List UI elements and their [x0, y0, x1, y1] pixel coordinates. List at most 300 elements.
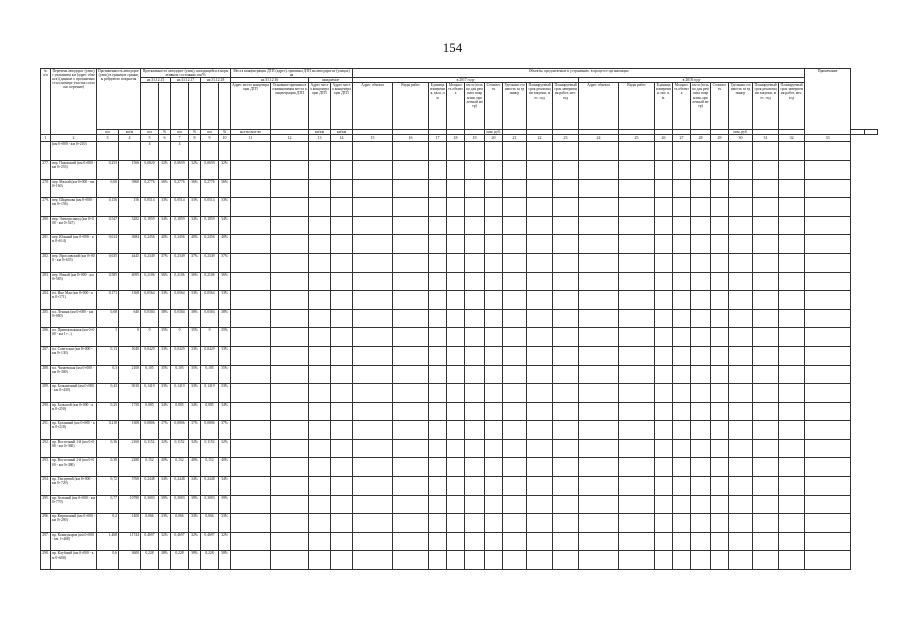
table-cell: [619, 384, 655, 403]
table-cell: [579, 346, 619, 365]
table-cell: [729, 346, 753, 365]
column-number: 13: [309, 135, 331, 142]
value-cell: 0,2456: [141, 235, 159, 254]
table-cell: [447, 160, 465, 179]
table-cell: [331, 328, 353, 347]
row-number: 286.: [41, 328, 51, 347]
table-cell: [503, 532, 527, 551]
table-cell: [691, 458, 711, 477]
table-cell: [393, 328, 429, 347]
table-cell: [429, 477, 447, 496]
table-cell: [231, 198, 271, 217]
table-cell: [619, 458, 655, 477]
value-cell: 0,1152: [141, 439, 159, 458]
table-cell: [485, 402, 503, 421]
header-cell: № п/п: [41, 69, 51, 135]
table-cell: [429, 495, 447, 514]
table-cell: [331, 235, 353, 254]
table-cell: [673, 272, 691, 291]
table-cell: [465, 253, 485, 272]
table-row: [41, 365, 878, 384]
column-number: 20: [485, 135, 503, 142]
table-cell: [753, 253, 779, 272]
table-cell: [447, 365, 465, 384]
table-cell: [527, 458, 553, 477]
table-cell: [729, 458, 753, 477]
table-cell: [393, 439, 429, 458]
header-cell: Протяженность автодорог (улиц), находящейся в нормативном состоянии, км/%: [141, 69, 231, 78]
table-cell: [309, 253, 331, 272]
table-cell: [429, 160, 447, 179]
table-cell: [553, 532, 579, 551]
table-cell: [673, 142, 691, 161]
percent-cell: 39%: [159, 495, 171, 514]
header-cell: Планируемый срок реализации закупки, мес. год: [527, 83, 553, 130]
row-number: 281.: [41, 235, 51, 254]
length-km: 0,60: [97, 179, 119, 198]
value-cell: 0,0564: [141, 291, 159, 310]
table-cell: [309, 477, 331, 496]
table-cell: [527, 551, 553, 570]
table-row: [41, 142, 878, 161]
table-cell: [579, 477, 619, 496]
table-cell: [805, 235, 851, 254]
row-number: 289.: [41, 384, 51, 403]
table-cell: [553, 458, 579, 477]
table-cell: [331, 402, 353, 421]
road-name: (км 0+000 - км 0+210): [51, 142, 97, 161]
table-row: [41, 253, 878, 272]
percent-cell: 37%: [219, 421, 231, 440]
table-cell: [691, 384, 711, 403]
area-value: 640: [119, 309, 141, 328]
table-cell: [465, 495, 485, 514]
table-cell: [393, 477, 429, 496]
row-number: 280.: [41, 216, 51, 235]
percent-cell: 32%: [189, 160, 201, 179]
percent-cell: 32%: [219, 532, 231, 551]
table-cell: [779, 198, 805, 217]
header-cell: км/км: [309, 130, 331, 135]
table-cell: [805, 291, 851, 310]
table-cell: [429, 216, 447, 235]
table-cell: [353, 160, 393, 179]
length-km: 0,77: [97, 495, 119, 514]
table-cell: [309, 402, 331, 421]
table-cell: [503, 179, 527, 198]
area-value: 1566: [119, 160, 141, 179]
table-cell: [503, 495, 527, 514]
table-cell: [729, 384, 753, 403]
table-cell: [711, 439, 729, 458]
table-cell: [805, 309, 851, 328]
table-cell: [485, 253, 503, 272]
column-number: 11: [231, 135, 271, 142]
value-cell: 0,1152: [201, 439, 219, 458]
table-cell: [429, 142, 447, 161]
table-cell: [485, 272, 503, 291]
table-cell: [331, 532, 353, 551]
table-cell: [271, 495, 309, 514]
column-number: 31: [753, 135, 779, 142]
table-cell: [429, 514, 447, 533]
area-value: 2280: [119, 458, 141, 477]
table-cell: [753, 160, 779, 179]
road-name: пр. Коммунаров (км 0+000 - км 1+468): [51, 532, 97, 551]
length-km: 0,614: [97, 235, 119, 254]
row-number: 288.: [41, 365, 51, 384]
value-cell: 0: [141, 328, 159, 347]
table-cell: [429, 291, 447, 310]
road-name: пер. Малый (км 0+000 - км 0+160): [51, 179, 97, 198]
table-cell: [393, 514, 429, 533]
table-cell: [353, 179, 393, 198]
table-cell: [673, 179, 691, 198]
value-cell: 4: [171, 142, 189, 161]
percent-cell: 40%: [219, 235, 231, 254]
value-cell: 0,105: [171, 365, 189, 384]
table-cell: [579, 384, 619, 403]
value-cell: 0,3003: [171, 495, 189, 514]
table-cell: [465, 216, 485, 235]
table-cell: [553, 160, 579, 179]
value-cell: 0,152: [201, 458, 219, 477]
column-number: 5: [141, 135, 159, 142]
table-cell: [353, 216, 393, 235]
table-cell: [729, 495, 753, 514]
length-km: 0,08: [97, 309, 119, 328]
value-cell: 0,2106: [201, 272, 219, 291]
table-cell: [271, 532, 309, 551]
length-km: 0,547: [97, 216, 119, 235]
table-cell: [527, 365, 553, 384]
table-cell: [729, 309, 753, 328]
column-number: 19: [465, 135, 485, 142]
header-cell: Протяженность автодорог (улиц) в границах границы рейдового покрытия: [97, 69, 141, 130]
table-cell: [655, 421, 673, 440]
table-cell: [271, 216, 309, 235]
table-cell: [465, 328, 485, 347]
table-cell: [729, 235, 753, 254]
table-cell: [485, 551, 503, 570]
road-name: пр. Восточный 2-й (км 0+000 - км 0+380): [51, 458, 97, 477]
length-km: 0,253: [97, 160, 119, 179]
road-name: пр. Кирпичный (км 0+000 - км 0+200): [51, 514, 97, 533]
area-value: 0: [119, 328, 141, 347]
table-cell: [465, 235, 485, 254]
table-cell: [691, 216, 711, 235]
value-cell: 0,0820: [141, 160, 159, 179]
table-cell: [673, 346, 691, 365]
table-cell: [779, 514, 805, 533]
table-cell: [691, 291, 711, 310]
table-cell: [271, 328, 309, 347]
table-cell: [711, 142, 729, 161]
table-cell: [447, 477, 465, 496]
table-cell: [805, 514, 851, 533]
column-number: 6: [159, 135, 171, 142]
table-row: [41, 216, 878, 235]
value-cell: 0,0564: [171, 291, 189, 310]
table-cell: [655, 365, 673, 384]
column-number: 9: [201, 135, 219, 142]
table-cell: [805, 551, 851, 570]
header-cell: Планируемый срок завершения работ, мес. год: [779, 83, 805, 130]
table-cell: [393, 142, 429, 161]
table-cell: [655, 439, 673, 458]
table-cell: [231, 421, 271, 440]
table-cell: [97, 142, 119, 161]
table-cell: [271, 179, 309, 198]
table-cell: [691, 551, 711, 570]
table-cell: [231, 253, 271, 272]
table-cell: [805, 365, 851, 384]
row-number: 290.: [41, 402, 51, 421]
table-cell: [729, 421, 753, 440]
table-cell: [309, 346, 331, 365]
table-cell: [711, 346, 729, 365]
header-cell: Адрес объекта: [579, 83, 619, 130]
table-cell: [309, 458, 331, 477]
length-km: 0,43: [97, 384, 119, 403]
table-cell: [729, 514, 753, 533]
table-cell: [779, 346, 805, 365]
table-cell: [271, 514, 309, 533]
value-cell: 0,0429: [171, 346, 189, 365]
column-number: 15: [353, 135, 393, 142]
table-cell: [805, 477, 851, 496]
table-cell: [805, 253, 851, 272]
table-row: [41, 272, 878, 291]
value-cell: 0,0304: [141, 309, 159, 328]
table-cell: [485, 477, 503, 496]
value-cell: 0,2106: [141, 272, 159, 291]
table-cell: [485, 458, 503, 477]
table-cell: [429, 198, 447, 217]
table-cell: [353, 142, 393, 161]
table-row: [41, 160, 878, 179]
table-cell: [309, 532, 331, 551]
value-cell: 0,0429: [141, 346, 159, 365]
table-cell: [553, 179, 579, 198]
table-cell: [691, 198, 711, 217]
page-number: 154: [442, 40, 463, 55]
table-cell: [309, 142, 331, 161]
table-cell: [579, 421, 619, 440]
table-cell: [753, 235, 779, 254]
table-cell: [619, 309, 655, 328]
table-cell: [805, 216, 851, 235]
table-cell: [779, 253, 805, 272]
table-cell: [655, 309, 673, 328]
table-cell: [729, 291, 753, 310]
table-cell: [309, 495, 331, 514]
percent-cell: 32%: [159, 532, 171, 551]
table-cell: [655, 495, 673, 514]
table-cell: [579, 142, 619, 161]
table-cell: [655, 272, 673, 291]
table-cell: [465, 458, 485, 477]
table-cell: [271, 402, 309, 421]
table-row: [41, 235, 878, 254]
table-cell: [485, 291, 503, 310]
table-cell: [711, 384, 729, 403]
percent-cell: 32%: [189, 532, 201, 551]
percent-cell: 35%: [219, 328, 231, 347]
table-cell: [619, 402, 655, 421]
table-cell: [485, 309, 503, 328]
table-cell: [673, 235, 691, 254]
header-cell: %: [159, 130, 171, 135]
table-cell: [309, 198, 331, 217]
table-cell: [331, 551, 353, 570]
area-value: 1040: [119, 346, 141, 365]
table-cell: [393, 235, 429, 254]
table-cell: [711, 365, 729, 384]
percent-cell: 39%: [219, 495, 231, 514]
table-cell: [447, 309, 465, 328]
table-cell: [753, 402, 779, 421]
table-cell: [579, 514, 619, 533]
value-cell: 0,1419: [171, 384, 189, 403]
table-cell: [553, 291, 579, 310]
table-cell: [711, 272, 729, 291]
table-row: [41, 328, 878, 347]
table-cell: [711, 309, 729, 328]
table-cell: [779, 142, 805, 161]
table-cell: [805, 346, 851, 365]
table-cell: [485, 421, 503, 440]
header-cell: млн. руб.: [729, 130, 753, 135]
length-km: 0,218: [97, 421, 119, 440]
value-cell: 0,2349: [171, 253, 189, 272]
table-cell: [447, 439, 465, 458]
length-km: 0,6: [97, 551, 119, 570]
table-cell: [393, 532, 429, 551]
table-cell: [353, 421, 393, 440]
value-cell: 0,2456: [201, 235, 219, 254]
row-number: 277.: [41, 160, 51, 179]
table-cell: [527, 495, 553, 514]
table-cell: [711, 291, 729, 310]
road-name: пер. Паковский (км 0+000 - км 0+253): [51, 160, 97, 179]
table-cell: [579, 235, 619, 254]
percent-cell: 32%: [159, 160, 171, 179]
table-cell: [353, 551, 393, 570]
table-row: [41, 346, 878, 365]
value-cell: 0,2349: [201, 253, 219, 272]
header-cell: Адрес места концентрации ДТП: [331, 83, 353, 130]
table-cell: [309, 160, 331, 179]
road-name: пл. Советская (км 0+000 - км 0+130): [51, 346, 97, 365]
area-value: 156: [119, 198, 141, 217]
table-cell: [331, 495, 353, 514]
table-cell: [353, 346, 393, 365]
table-cell: [465, 346, 485, 365]
table-cell: [579, 551, 619, 570]
table-cell: [231, 458, 271, 477]
percent-cell: 40%: [219, 458, 231, 477]
percent-cell: 34%: [159, 216, 171, 235]
table-cell: [447, 551, 465, 570]
header-cell: Адрес места концентрации ДТП: [231, 83, 271, 130]
table-row: [41, 384, 878, 403]
table-cell: [729, 272, 753, 291]
length-km: 0,3: [97, 365, 119, 384]
table-cell: [309, 235, 331, 254]
column-number: 14: [331, 135, 353, 142]
percent-cell: 32%: [159, 439, 171, 458]
table-cell: [485, 514, 503, 533]
table-cell: [465, 198, 485, 217]
table-cell: [805, 421, 851, 440]
table-cell: [729, 477, 753, 496]
header-row: [41, 69, 878, 78]
table-cell: [579, 495, 619, 514]
table-cell: [753, 477, 779, 496]
header-cell: Примечание: [805, 69, 851, 135]
percent-cell: 36%: [159, 179, 171, 198]
table-cell: [231, 365, 271, 384]
table-cell: [527, 309, 553, 328]
table-cell: [393, 551, 429, 570]
table-cell: [353, 384, 393, 403]
table-cell: [553, 477, 579, 496]
table-cell: [553, 495, 579, 514]
table-cell: [753, 495, 779, 514]
table-cell: [465, 514, 485, 533]
area-value: 11744: [119, 532, 141, 551]
value-cell: 0,0659: [201, 160, 219, 179]
table-cell: [655, 346, 673, 365]
table-cell: [353, 272, 393, 291]
column-number: 22: [527, 135, 553, 142]
table-cell: [465, 477, 485, 496]
table-cell: [711, 179, 729, 198]
table-cell: [527, 384, 553, 403]
table-cell: [619, 551, 655, 570]
table-cell: [527, 272, 553, 291]
table-cell: [527, 532, 553, 551]
value-cell: 0,1859: [141, 216, 159, 235]
table-cell: [729, 198, 753, 217]
value-cell: 0,0564: [201, 291, 219, 310]
header-cell: Планируемый срок завершения работ, мес. год: [553, 83, 579, 130]
header-cell: [171, 83, 189, 130]
table-cell: [503, 291, 527, 310]
header-cell: [201, 83, 219, 130]
table-cell: [309, 328, 331, 347]
column-number: 17: [429, 135, 447, 142]
table-cell: [691, 402, 711, 421]
table-cell: [353, 328, 393, 347]
table-cell: [393, 272, 429, 291]
table-cell: [331, 365, 353, 384]
table-cell: [465, 384, 485, 403]
table-cell: [753, 551, 779, 570]
table-cell: [527, 477, 553, 496]
column-number: 18: [447, 135, 465, 142]
table-cell: [655, 216, 673, 235]
table-cell: [447, 421, 465, 440]
length-km: 0,13: [97, 346, 119, 365]
table-cell: [271, 346, 309, 365]
table-cell: [805, 532, 851, 551]
table-cell: [619, 346, 655, 365]
area-value: 3010: [119, 384, 141, 403]
table-cell: [119, 142, 141, 161]
area-value: 1308: [119, 421, 141, 440]
